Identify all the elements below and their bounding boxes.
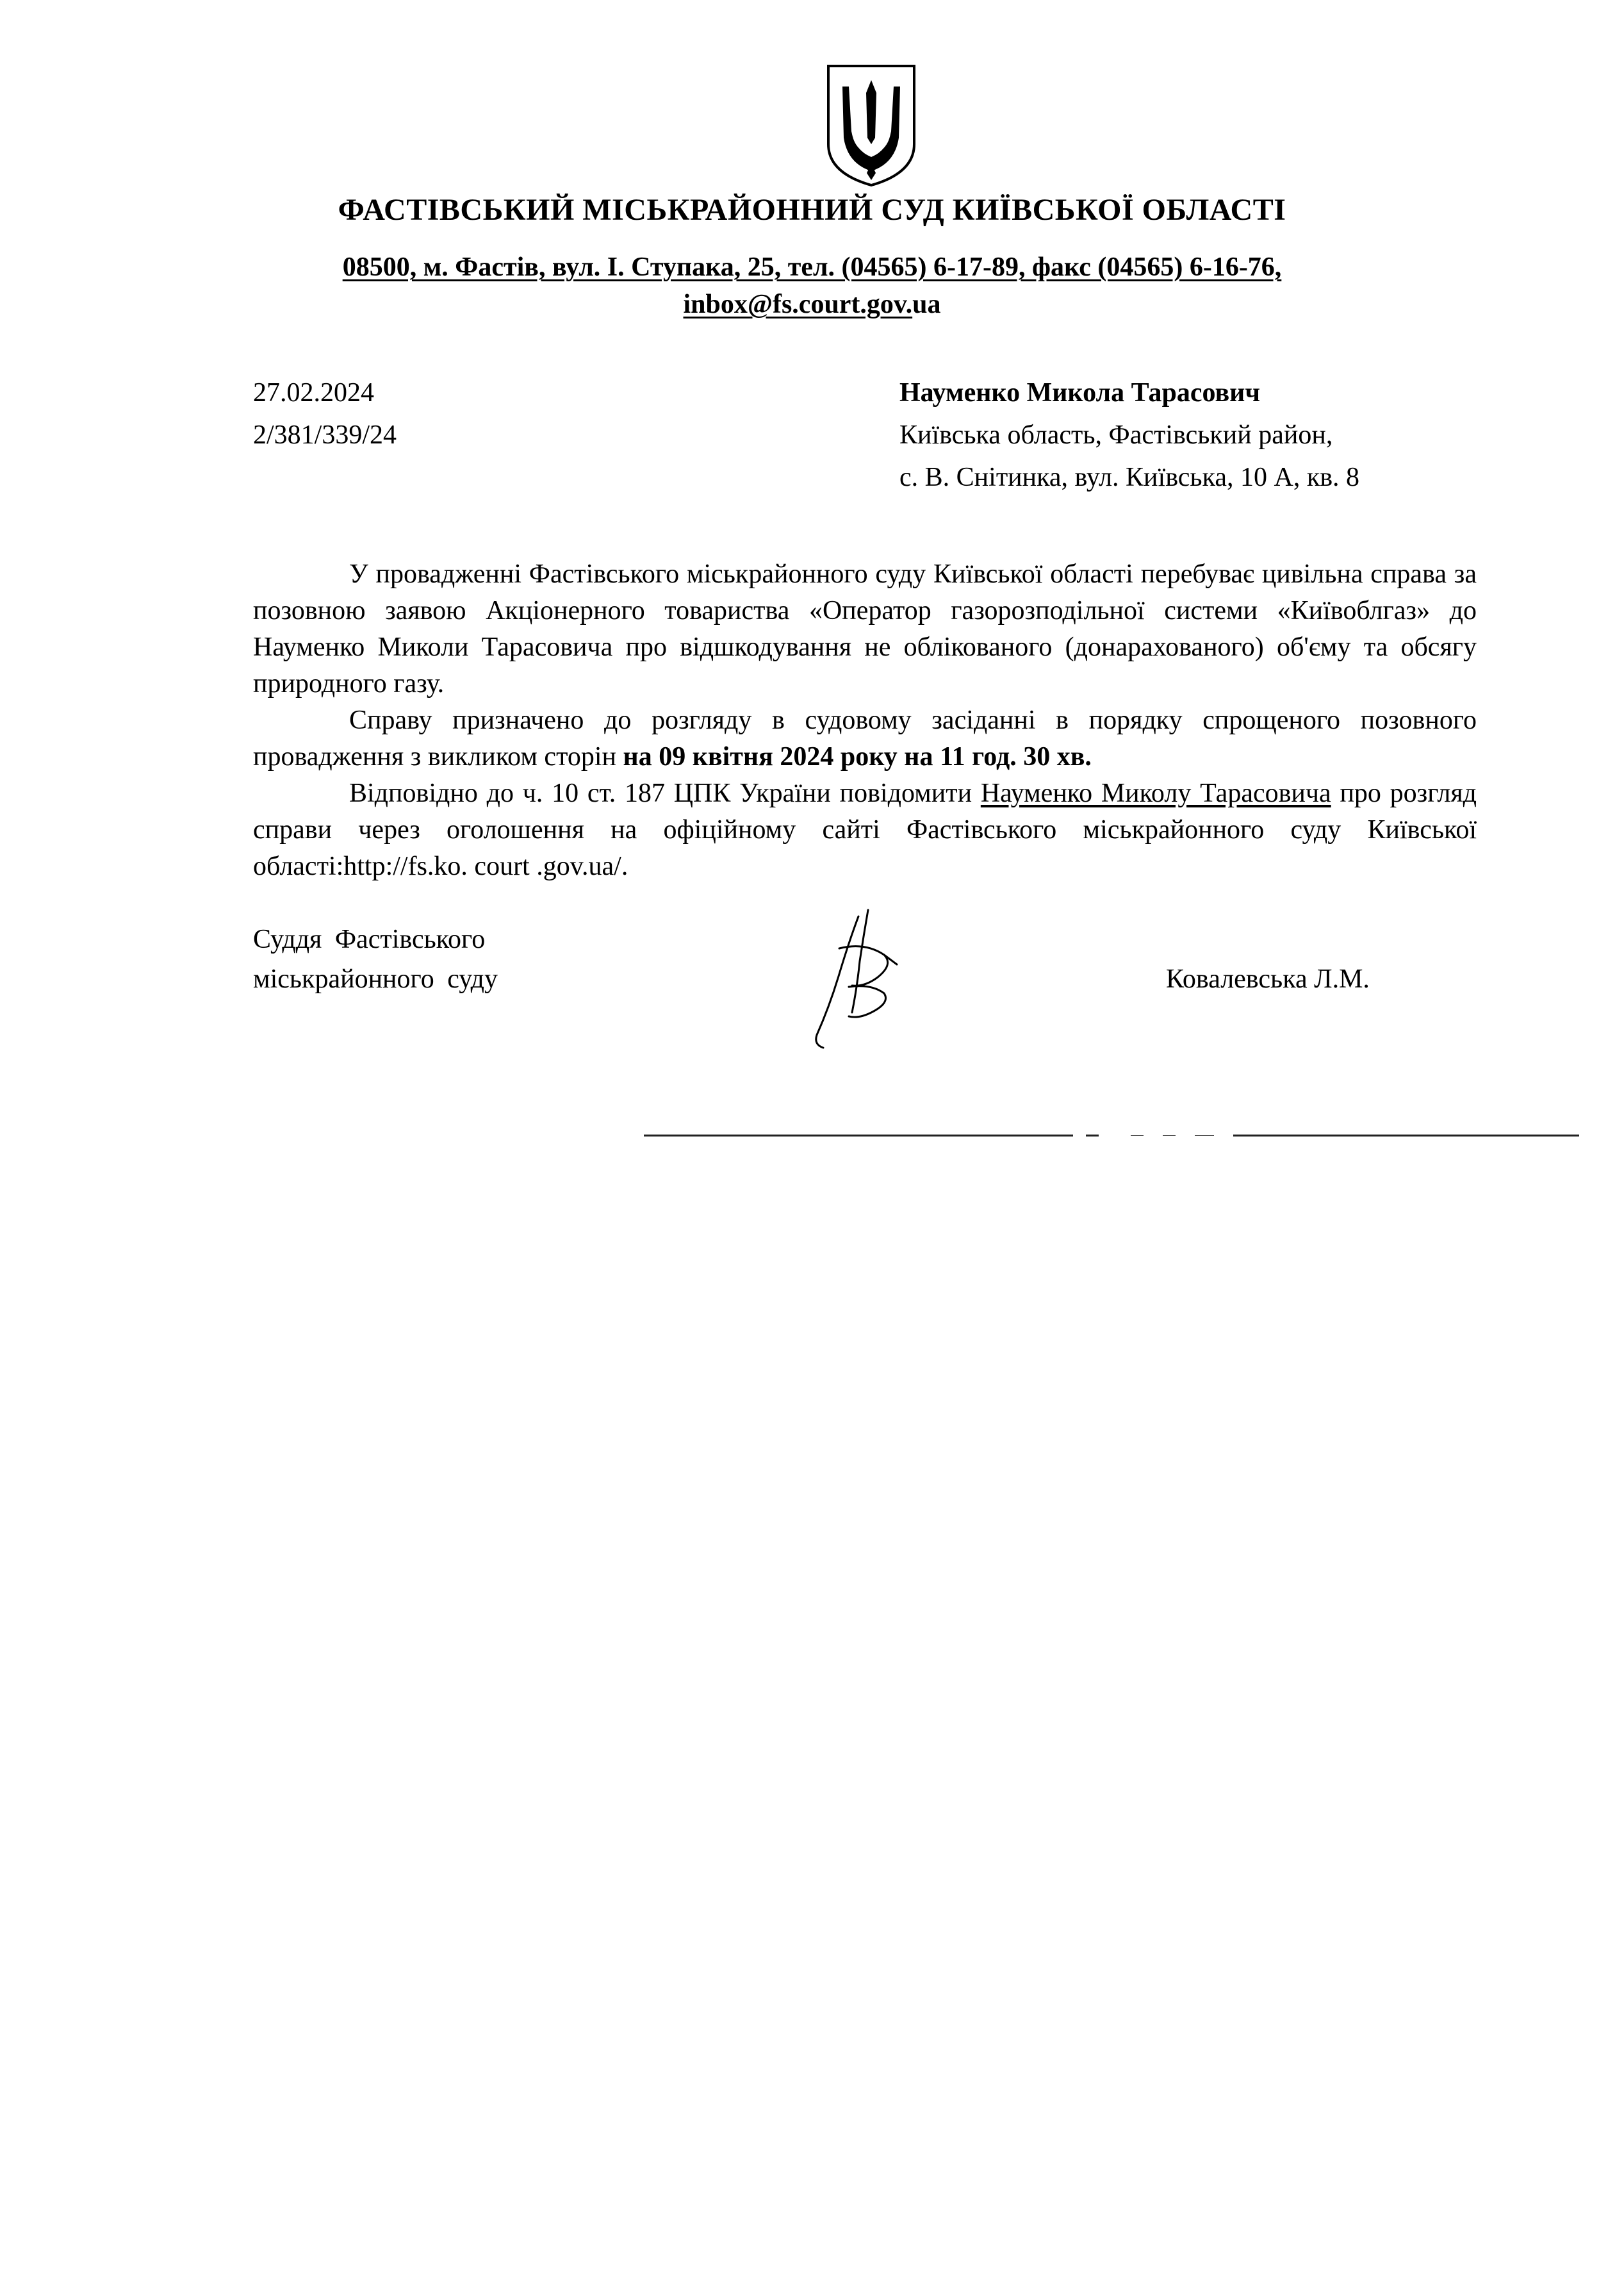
letter-body [253, 556, 1477, 885]
court-email-tld: ua [912, 290, 941, 319]
judge-position-line1: Суддя Фастівського [253, 925, 486, 954]
notice-text-prefix: Відповідно до ч. 10 ст. 187 ЦПК України повідомити [349, 779, 981, 808]
ukraine-trident-emblem-icon [823, 61, 919, 189]
handwritten-signature [788, 904, 929, 1057]
judge-position [253, 920, 498, 999]
recipient-block [899, 372, 1359, 499]
bottom-divider [644, 1133, 1579, 1138]
recipient-name: Науменко Микола Тарасович [899, 378, 1261, 408]
court-name: ФАСТІВСЬКИЙ МІСЬКРАЙОННИЙ СУД КИЇВСЬКОЇ ОБЛАСТІ [338, 193, 1286, 227]
body-paragraph-2 [253, 702, 1477, 775]
document-reference: 2/381/339/24 [253, 420, 397, 450]
notified-person: Науменко Миколу Тарасовича [980, 779, 1331, 808]
hearing-text: Справу призначено до розгляду в судовому засіданні в порядку спрощеного позовного провадження з викликом сторін [253, 706, 1477, 772]
court-email: inbox@fs.court.gov. [683, 290, 913, 319]
court-address-line: 08500, м. Фастів, вул. І. Ступака, 25, тел. (04565) 6-17-89, факс (04565) 6-16-76, [342, 252, 1282, 282]
body-paragraph-1: У провадженні Фастівського міськрайонного суду Київської області перебуває цивільна справа за позовною заявою Акціонерного товариства «Оператор газорозподільної системи «Київоблгаз» до Науменко Миколи Тарасовича про відшкодування не облікованого (донарахованого) об'єму та обсягу природного газу. [253, 559, 1477, 698]
judge-position-line2: міськрайонного суду [253, 964, 498, 994]
notice-text-suffix: про розгляд справи через оголошення на офіційному сайті Фастівського міськрайонного суду Київської області:http://fs.ko. court .gov.ua/. [253, 779, 1477, 881]
recipient-address-line1: Київська область, Фастівський район, [899, 420, 1333, 450]
body-paragraph-3 [253, 775, 1477, 885]
document-meta [253, 372, 397, 456]
hearing-datetime: на 09 квітня 2024 року на 11 год. 30 хв. [623, 742, 1092, 772]
court-address [0, 249, 1624, 323]
document-date: 27.02.2024 [253, 378, 374, 408]
recipient-address-line2: с. В. Снітинка, вул. Київська, 10 А, кв. 8 [899, 463, 1360, 492]
judge-name: Ковалевська Л.М. [1166, 964, 1370, 994]
